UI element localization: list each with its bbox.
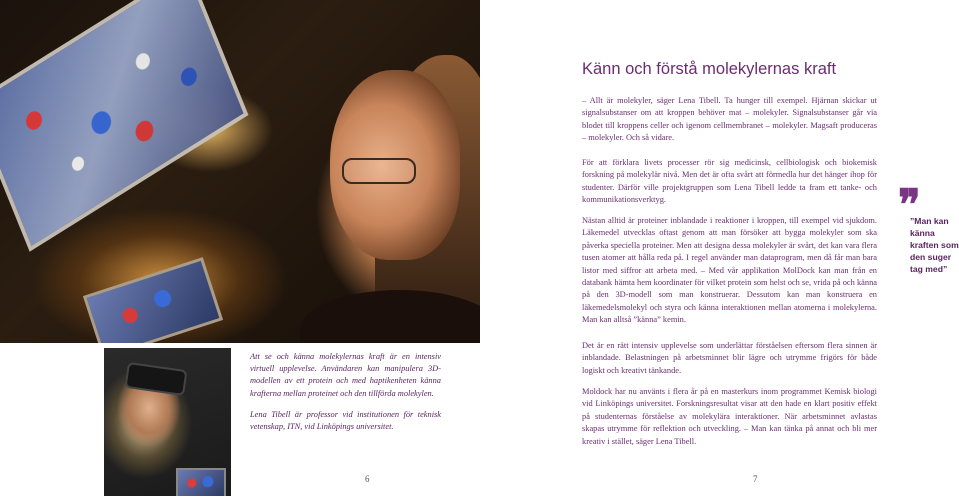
- photo-caption: [250, 351, 441, 442]
- main-photo: [0, 0, 497, 343]
- page-number: 6: [365, 474, 370, 484]
- paragraph-text: För att förklara livets processer rör sig medicinsk, cellbiologisk och biokemisk forskning på molekylär nivå. Men det är ofta svårt att förmedla hur det hänger ihop för studenter. Därför ville projektgruppen som Lena Tibell ledde ta fram ett tanke- och kommunikationsverktyg.: [582, 158, 877, 205]
- vr-goggles-shape: [124, 362, 187, 396]
- page-number: 7: [753, 474, 758, 484]
- mini-screen-image: [176, 468, 226, 496]
- glasses-shape: [342, 158, 416, 184]
- quote-mark-icon: ❞: [898, 183, 921, 229]
- article-title: Känn och förstå molekylernas kraft: [582, 60, 837, 78]
- body-paragraph: [582, 95, 877, 145]
- pull-quote: ”Man kan känna kraften som den suger tag med”: [910, 216, 959, 274]
- body-paragraph: [582, 386, 877, 448]
- lower-screen-image: [83, 257, 223, 343]
- body-paragraph: [582, 340, 877, 377]
- body-paragraph: [582, 215, 877, 327]
- caption-paragraph: Att se och känna molekylernas kraft är en intensiv virtuell upplevelse. Användaren kan manipulera 3D-modellen av ett protein och med haptikenheten känna krafterna mellan proteinet och den tillförda molekylen.: [250, 352, 441, 398]
- paragraph-text: – Allt är molekyler, säger Lena Tibell. Ta hunger till exempel. Hjärnan skickar ut signalsubstanser om att kroppen behöver mat – molekyler. Signalsubstanser går via blodet till kroppens celler och igenom cellmembranet – molekyler. Magsaft produceras – molekyler. Och så vidare.: [582, 96, 877, 143]
- small-photo: [104, 348, 231, 496]
- caption-paragraph: Lena Tibell är professor vid institutionen för teknisk vetenskap, ITN, vid Linköpings universitet.: [250, 409, 441, 432]
- left-page: [0, 0, 479, 498]
- paragraph-text: Moldock har nu använts i flera år på en masterkurs inom programmet Kemisk biologi vid Linköpings universitet. Forskningsresultat visar att den hade en klart positiv effekt på studenternas förståelse av molekylära interaktioner. När arbetsminnet avlastas skapas utrymme för reflektion och utveckling. – Man kan tänka på annat och bli mer kreativ i stället, säger Lena Tibell.: [582, 387, 877, 446]
- body-paragraph: [582, 157, 877, 207]
- paragraph-text: Det är en rätt intensiv upplevelse som underlättar förståelsen eftersom flera sinnen är inblandade. Belastningen på arbetsminnet blir lägre och utrymme frigörs för både logiskt och kreativt tänkande.: [582, 341, 877, 375]
- paragraph-text: Nästan alltid är proteiner inblandade i reaktioner i kroppen, till exempel vid sjukdom. Läkemedel utvecklas oftast genom att man försöker att bygga molekyler som ska påverka speciella proteiner. Men att designa dessa molekyler är svårt, det kan vara flera tusen atomer att hålla reda på. I regel använder man dataprogram, men då får man bara listor med siffror att arbeta med. – Med vår applikation MolDock kan man från en databank hämta hem koordinater för vilket protein som helst och se, vrida på och känna på den 3D-modell som man konstruerar. Dessutom kan man konstruera en läkemedelsmolekyl och styra och känna interaktionen mellan atomerna i molekylerna. Man kan alltså ”känna” kemin.: [582, 216, 877, 325]
- molecule-screen-image: [0, 0, 248, 252]
